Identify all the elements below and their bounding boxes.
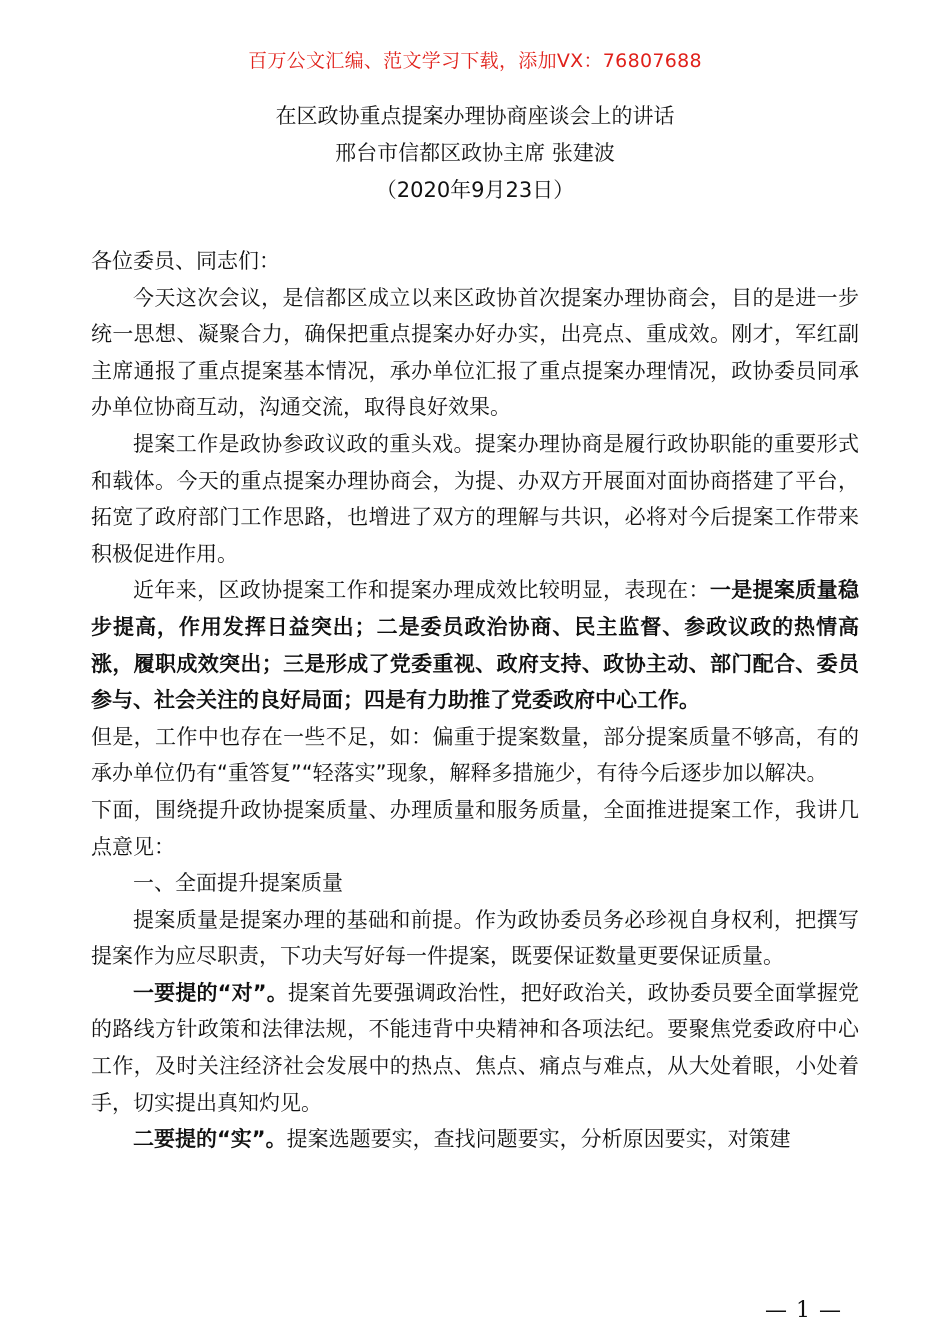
salutation: 各位委员、同志们：	[91, 249, 280, 273]
section-heading-1: 一、全面提升提案质量	[133, 871, 343, 896]
point-2-text: 提案选题要实，查找问题要实，分析原因要实，对策建	[286, 1127, 791, 1152]
paragraph-6: 提案质量是提案办理的基础和前提。作为政协委员务必珍视自身权利，把撰写提案作为应尽职责，下功夫写好每一件提案，既要保证数量更要保证质量。	[91, 907, 859, 969]
paragraph-2: 提案工作是政协参政议政的重头戏。提案办理协商是履行政协职能的重要形式和载体。今天的重点提案办理协商会，为提、办双方开展面对面协商搭建了平台，拓宽了政府部门工作思路，也增进了双方的理解与共识，必将对今后提案工作带来积极促进作用。	[91, 431, 859, 566]
paragraph-3-highlights: 一是提案质量稳步提高，作用发挥日益突出；二是委员政治协商、民主监督、参政议政的热情高涨，履职成效突出；三是形成了党委重视、政府支持、政协主动、部门配合、委员参与、社会关注的良好局面；四是有力助推了党委政府中心工作。	[91, 578, 860, 713]
point-2-heading: 二要提的“实”。	[133, 1127, 287, 1152]
speech-author: 邢台市信都区政协主席 张建波	[335, 141, 615, 165]
paragraph-7	[91, 975, 859, 1121]
page-number: — 1 —	[765, 1298, 842, 1323]
paragraph-3-lead: 近年来，区政协提案工作和提案办理成效比较明显，表现在：	[133, 578, 710, 603]
paragraph-1: 今天这次会议，是信都区成立以来区政协首次提案办理协商会，目的是进一步统一思想、凝聚合力，确保把重点提案办好办实，出亮点、重成效。刚才，军红副主席通报了重点提案基本情况，承办单位汇报了重点提案办理情况，政协委员同承办单位协商互动，沟通交流，取得良好效果。	[91, 285, 859, 420]
point-1-heading: 一要提的“对”。	[133, 980, 288, 1005]
point-1-text: 提案首先要强调政治性，把好政治关，政协委员要全面掌握党的路线方针政策和法律法规，不能违背中央精神和各项法纪。要聚焦党委政府中心工作，及时关注经济社会发展中的热点、焦点、痛点与难点，从大处着眼，小处着手，切实提出真知灼见。	[91, 980, 859, 1115]
paragraph-4: 但是，工作中也存在一些不足，如：偏重于提案数量，部分提案质量不够高，有的承办单位仍有“重答复”“轻落实”现象，解释多措施少，有待今后逐步加以解决。	[91, 724, 859, 786]
paragraph-5: 下面，围绕提升政协提案质量、办理质量和服务质量，全面推进提案工作，我讲几点意见：	[91, 797, 859, 859]
speech-date: （2020年9月23日）	[375, 178, 575, 202]
paragraph-3	[91, 572, 859, 718]
speech-body	[91, 243, 859, 1158]
paragraph-8	[91, 1121, 859, 1158]
speech-title: 在区政协重点提案办理协商座谈会上的讲话	[275, 104, 675, 128]
promo-banner: 百万公文汇编、范文学习下载，添加VX：76807688	[248, 50, 702, 72]
